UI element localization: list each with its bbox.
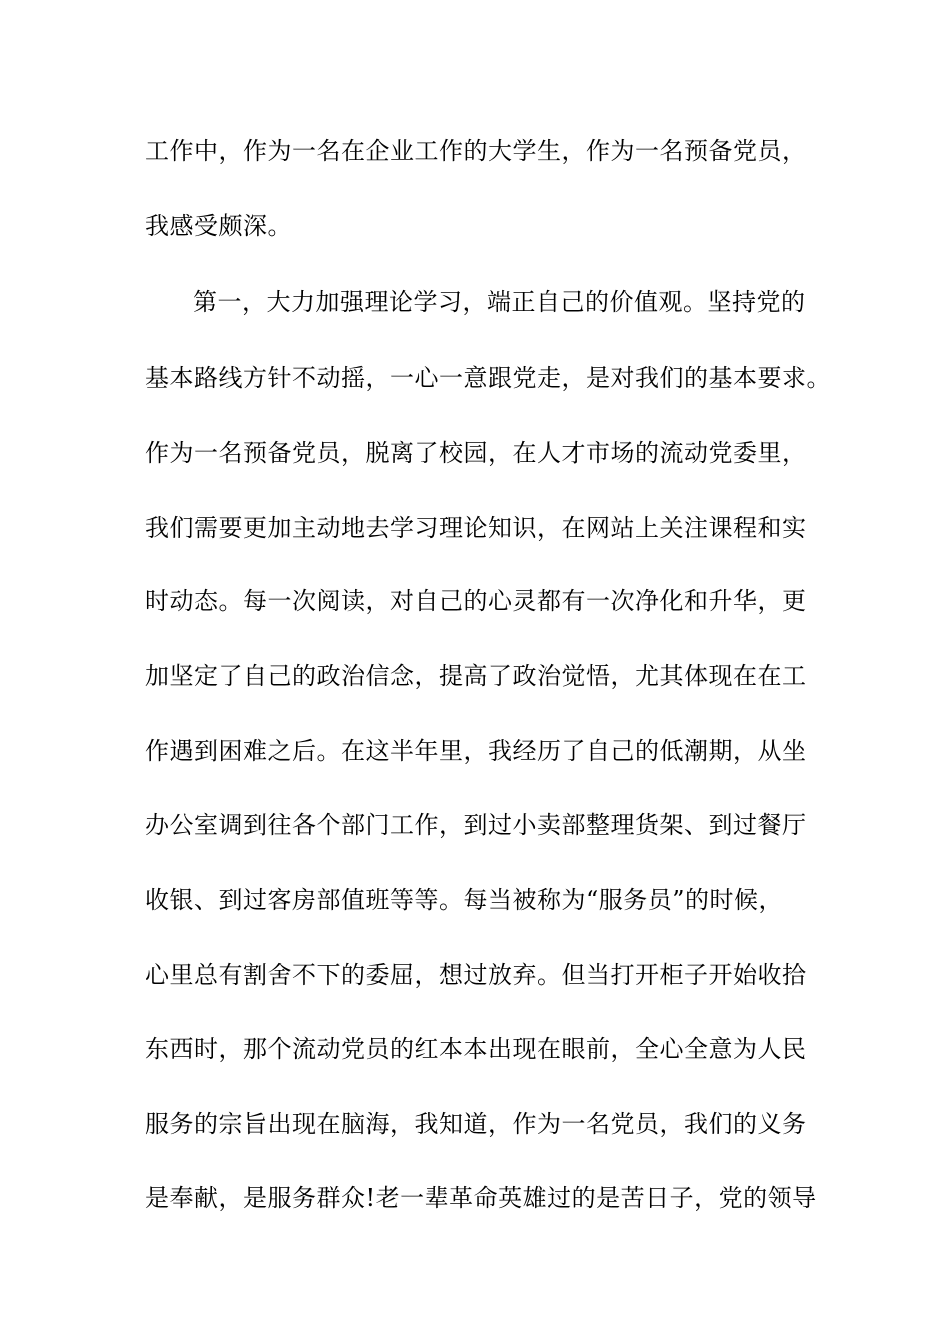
- text-line-13: 东西时，那个流动党员的红本本出现在眼前，全心全意为人民: [145, 1035, 807, 1063]
- text-line-12: 心里总有割舍不下的委屈，想过放弃。但当打开柜子开始收拾: [145, 961, 807, 989]
- text-line-9: 作遇到困难之后。在这半年里，我经历了自己的低潮期，从坐: [145, 737, 807, 765]
- text-line-11: 收银、到过客房部值班等等。每当被称为“服务员”的时候，: [145, 886, 784, 914]
- text-line-15: 是奉献，是服务群众!老一辈革命英雄过的是苦日子，党的领导: [145, 1184, 817, 1212]
- text-line-1: 工作中，作为一名在企业工作的大学生，作为一名预备党员，: [145, 137, 807, 165]
- text-line-14: 服务的宗旨出现在脑海，我知道，作为一名党员，我们的义务: [145, 1110, 807, 1138]
- text-line-2: 我感受颇深。: [145, 212, 292, 240]
- text-line-8: 加坚定了自己的政治信念，提高了政治觉悟，尤其体现在在工: [145, 662, 807, 690]
- text-line-5: 作为一名预备党员，脱离了校园，在人才市场的流动党委里，: [145, 439, 807, 467]
- text-line-10: 办公室调到往各个部门工作，到过小卖部整理货架、到过餐厅: [145, 811, 807, 839]
- text-line-3: 第一，大力加强理论学习，端正自己的价值观。坚持党的: [193, 288, 806, 316]
- text-line-6: 我们需要更加主动地去学习理论知识，在网站上关注课程和实: [145, 514, 807, 542]
- text-line-7: 时动态。每一次阅读，对自己的心灵都有一次净化和升华，更: [145, 587, 807, 615]
- text-line-4: 基本路线方针不动摇，一心一意跟党走，是对我们的基本要求。: [145, 364, 831, 392]
